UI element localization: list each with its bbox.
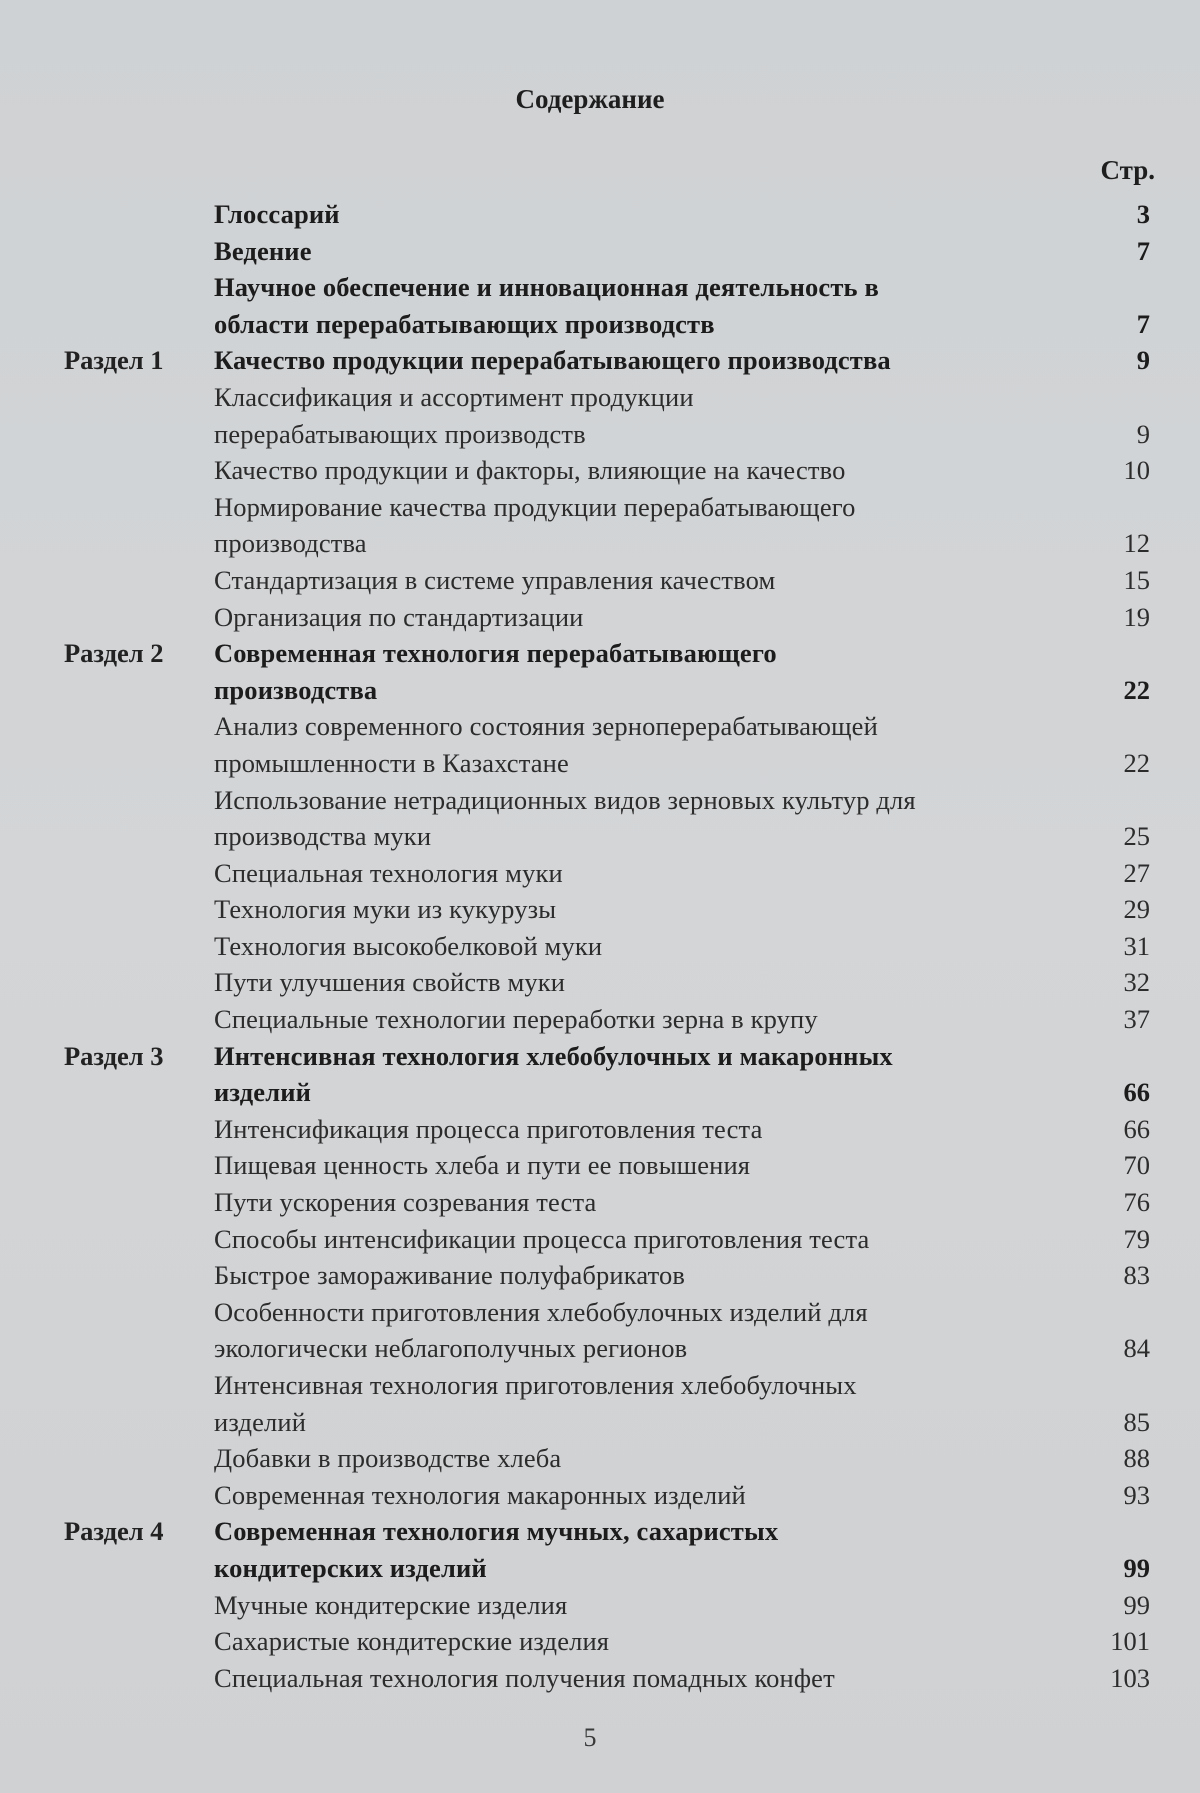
toc-entry-title: Пищевая ценность хлеба и пути ее повышения <box>214 1150 751 1181</box>
toc-entry-title: Организация по стандартизации <box>214 601 584 632</box>
toc-entry <box>0 1587 1200 1624</box>
toc-entry-section-label: Раздел 2 <box>64 638 164 669</box>
toc-entry-page-number: 9 <box>1136 418 1150 449</box>
toc-entry-page-number: 103 <box>1110 1662 1150 1693</box>
toc-entry <box>0 1184 1200 1221</box>
toc-entry <box>0 782 1200 855</box>
page-column-header: Стр. <box>1100 155 1155 185</box>
toc-entry-title: Специальная технология муки <box>214 857 563 888</box>
toc-entry-page-number: 7 <box>1136 308 1150 339</box>
page-title: Содержание <box>515 84 665 114</box>
toc-entry-page-number: 19 <box>1123 601 1150 632</box>
toc-entry-title: Интенсивная технология приготовления хлебобулочных изделий <box>214 1370 857 1437</box>
toc-entry-page-number: 29 <box>1123 894 1150 925</box>
footer-page-number: 5 <box>583 1723 597 1752</box>
toc-entry-page-number: 93 <box>1123 1479 1150 1510</box>
toc-entry <box>0 1367 1200 1440</box>
toc-entry-title: Технология высокобелковой муки <box>214 930 603 961</box>
toc-entry <box>0 233 1200 270</box>
toc-entry-title: Пути ускорения созревания теста <box>214 1187 597 1218</box>
toc-entry-page-number: 66 <box>1123 1077 1150 1108</box>
toc-entry-page-number: 25 <box>1123 821 1150 852</box>
toc-entry <box>0 1660 1200 1697</box>
toc-entry-page-number: 22 <box>1123 674 1150 705</box>
toc-entry-title: Добавки в производстве хлеба <box>214 1443 562 1474</box>
toc-entry <box>0 635 1200 708</box>
toc-entry-page-number: 37 <box>1123 1004 1150 1035</box>
toc-entry <box>0 599 1200 636</box>
toc-entry-title: Анализ современного состояния зерноперерабатывающей промышленности в Казахстане <box>214 711 878 778</box>
toc-entry <box>0 1257 1200 1294</box>
toc-entry-title: Особенности приготовления хлебобулочных изделий для экологически неблагополучных регионов <box>214 1296 868 1364</box>
toc-entry <box>0 1038 1200 1111</box>
toc-entry-page-number: 70 <box>1123 1150 1150 1181</box>
toc-entry <box>0 379 1200 452</box>
toc-entry-page-number: 12 <box>1123 528 1150 559</box>
toc-entry-title: Глоссарий <box>214 199 340 229</box>
toc-entry <box>0 452 1200 489</box>
toc-entry <box>0 489 1200 562</box>
toc-entry-title: Технология муки из кукурузы <box>214 894 557 925</box>
toc-entry-title: Интенсивная технология хлебобулочных и макаронных изделий <box>214 1040 893 1108</box>
toc-entry-title: Способы интенсификации процесса приготовления теста <box>214 1223 870 1254</box>
toc-entry-page-number: 101 <box>1110 1626 1150 1657</box>
table-of-contents <box>0 196 1200 1696</box>
toc-entry-page-number: 84 <box>1123 1333 1150 1364</box>
toc-entry <box>0 1111 1200 1148</box>
toc-entry <box>0 928 1200 965</box>
toc-entry <box>0 855 1200 892</box>
toc-entry-page-number: 27 <box>1123 857 1150 888</box>
toc-entry <box>0 1221 1200 1258</box>
toc-entry-section-label: Раздел 4 <box>64 1516 164 1547</box>
toc-entry-page-number: 9 <box>1136 345 1150 376</box>
toc-entry <box>0 964 1200 1001</box>
toc-entry-title: Современная технология мучных, сахаристых кондитерских изделий <box>214 1516 779 1583</box>
toc-entry <box>0 562 1200 599</box>
toc-entry-title: Специальные технологии переработки зерна в крупу <box>214 1004 818 1035</box>
toc-entry-title: Сахаристые кондитерские изделия <box>214 1626 610 1657</box>
toc-entry-page-number: 7 <box>1136 235 1150 266</box>
toc-entry-title: Нормирование качества продукции перерабатывающего производства <box>214 491 856 559</box>
toc-entry-title: Ведение <box>214 235 312 266</box>
toc-entry-page-number: 99 <box>1123 1552 1150 1583</box>
toc-entry-section-label: Раздел 1 <box>64 345 164 376</box>
toc-entry-page-number: 88 <box>1123 1443 1150 1474</box>
toc-entry-title: Качество продукции и факторы, влияющие на качество <box>214 455 846 486</box>
toc-entry <box>0 1294 1200 1367</box>
toc-entry-title: Использование нетрадиционных видов зерновых культур для производства муки <box>214 784 916 852</box>
toc-entry <box>0 1440 1200 1477</box>
toc-entry-page-number: 31 <box>1123 930 1150 961</box>
toc-entry <box>0 891 1200 928</box>
toc-entry-page-number: 76 <box>1123 1187 1150 1218</box>
toc-entry <box>0 1001 1200 1038</box>
toc-entry <box>0 1623 1200 1660</box>
toc-entry <box>0 1513 1200 1586</box>
toc-entry-page-number: 83 <box>1123 1260 1150 1291</box>
toc-entry-title: Стандартизация в системе управления качеством <box>214 564 776 595</box>
toc-entry-page-number: 85 <box>1123 1406 1150 1437</box>
toc-entry-page-number: 66 <box>1123 1113 1150 1144</box>
toc-entry <box>0 342 1200 379</box>
toc-entry-page-number: 22 <box>1123 747 1150 778</box>
toc-entry-title: Качество продукции перерабатывающего производства <box>214 345 891 376</box>
toc-entry-page-number: 3 <box>1136 199 1150 229</box>
toc-entry-page-number: 32 <box>1123 967 1150 998</box>
toc-entry-title: Классификация и ассортимент продукции перерабатывающих производств <box>214 381 694 449</box>
toc-entry <box>0 708 1200 781</box>
toc-entry-page-number: 79 <box>1123 1223 1150 1254</box>
toc-entry-title: Научное обеспечение и инновационная деятельность в области перерабатывающих производств <box>214 272 879 339</box>
toc-entry <box>0 1147 1200 1184</box>
toc-entry-title: Интенсификация процесса приготовления теста <box>214 1113 763 1144</box>
toc-entry-page-number: 15 <box>1123 564 1150 595</box>
toc-entry <box>0 269 1200 342</box>
toc-entry <box>0 1477 1200 1514</box>
toc-entry-page-number: 10 <box>1123 455 1150 486</box>
toc-entry-title: Пути улучшения свойств муки <box>214 967 566 998</box>
toc-entry-title: Современная технология перерабатывающего производства <box>214 638 777 705</box>
toc-entry-title: Специальная технология получения помадных конфет <box>214 1662 835 1693</box>
toc-entry <box>0 196 1200 233</box>
toc-entry-title: Современная технология макаронных изделий <box>214 1479 746 1510</box>
toc-entry-title: Быстрое замораживание полуфабрикатов <box>214 1260 686 1291</box>
toc-entry-title: Мучные кондитерские изделия <box>214 1589 568 1620</box>
toc-entry-section-label: Раздел 3 <box>64 1040 164 1071</box>
toc-entry-page-number: 99 <box>1123 1589 1150 1620</box>
